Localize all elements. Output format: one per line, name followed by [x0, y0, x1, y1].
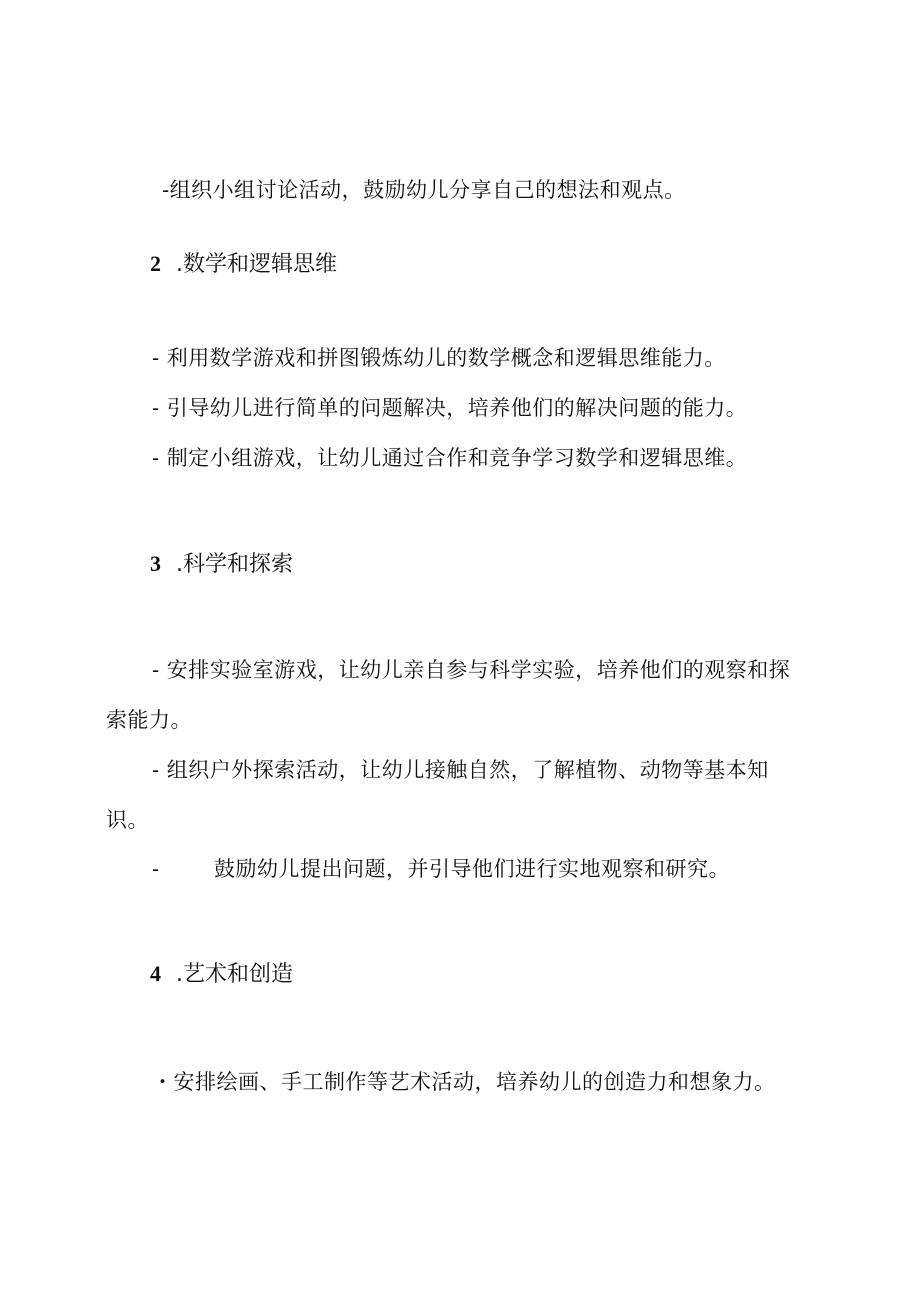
section-title: .数学和逻辑思维 — [176, 252, 337, 277]
list-item: - 制定小组游戏，让幼儿通过合作和竞争学习数学和逻辑思维。 — [152, 446, 748, 470]
section-number: 4 — [150, 961, 161, 986]
list-item-text: 鼓励幼儿提出问题，并引导他们进行实地观察和研究。 — [214, 857, 730, 881]
section-number: 3 — [150, 551, 161, 576]
section-heading-3 — [150, 550, 293, 579]
list-item-continuation: 识。 — [106, 808, 149, 832]
paragraph-line: -组织小组讨论活动，鼓励幼儿分享自己的想法和观点。 — [162, 178, 686, 202]
section-heading-4 — [150, 960, 293, 989]
list-item-line: - 组织户外探索活动，让幼儿接触自然，了解植物、动物等基本知 — [152, 758, 769, 782]
list-dash: - — [152, 857, 160, 881]
section-title: .艺术和创造 — [176, 962, 293, 987]
section-heading-2 — [150, 250, 337, 279]
list-item — [152, 855, 730, 883]
section-number: 2 — [150, 251, 161, 276]
section-title: .科学和探索 — [176, 552, 293, 577]
list-item: - 引导幼儿进行简单的问题解决，培养他们的解决问题的能力。 — [152, 396, 748, 420]
list-item-continuation: 索能力。 — [106, 708, 192, 732]
list-item-line: - 安排实验室游戏，让幼儿亲自参与科学实验，培养他们的观察和探 — [152, 658, 791, 682]
list-item: - 利用数学游戏和拼图锻炼幼儿的数学概念和逻辑思维能力。 — [152, 346, 726, 370]
list-item: ・安排绘画、手工制作等艺术活动，培养幼儿的创造力和想象力。 — [152, 1070, 776, 1094]
